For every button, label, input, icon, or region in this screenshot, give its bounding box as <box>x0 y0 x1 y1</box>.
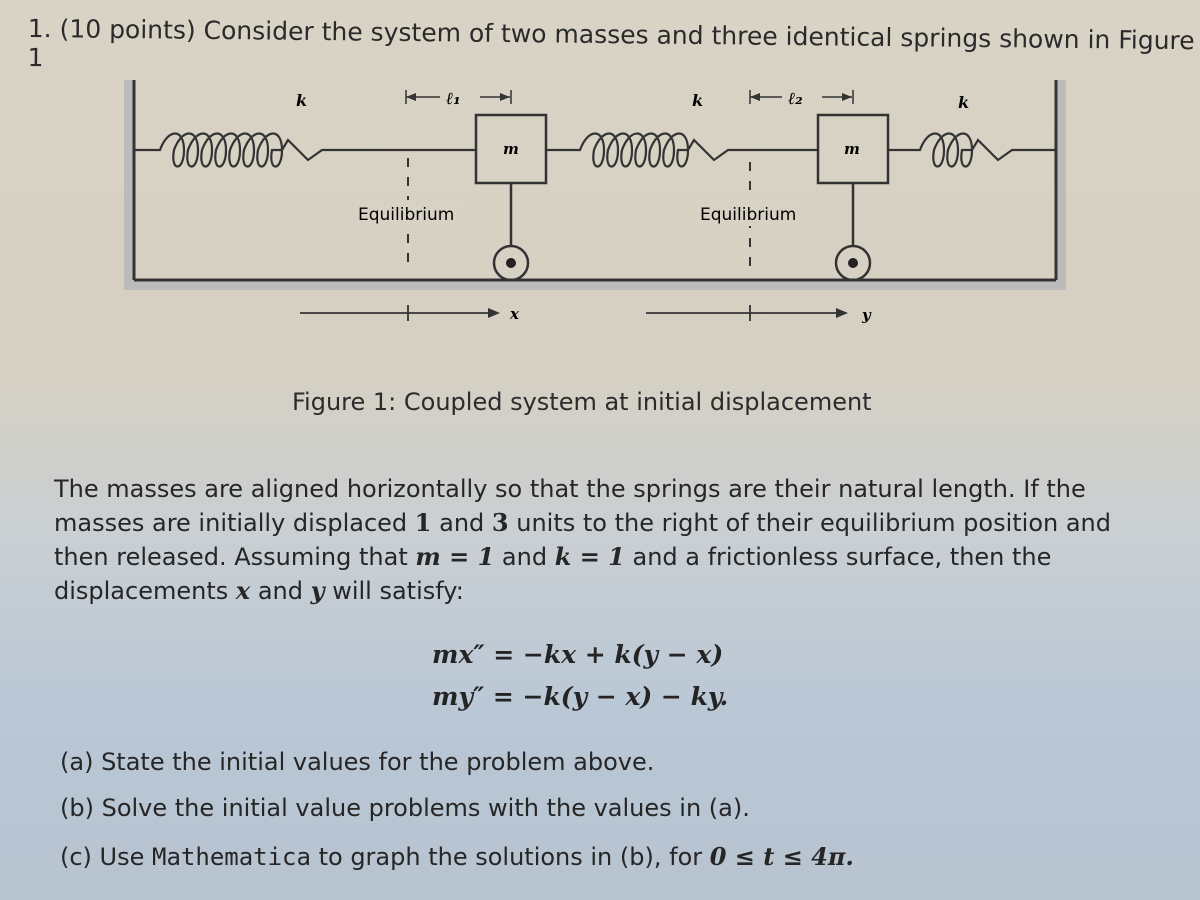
para-text: and a frictionless surface, then the displacements <box>54 543 1052 605</box>
value-one: 1 <box>414 508 432 537</box>
spring-left <box>134 134 476 167</box>
coupled-spring-figure <box>110 70 1080 350</box>
y-axis <box>646 305 872 324</box>
ell1-dimension <box>406 89 511 109</box>
ell1-label: ℓ₁ <box>446 89 461 109</box>
var-y: y <box>310 576 325 605</box>
para-text: and <box>250 577 311 605</box>
para-text: and <box>431 509 492 537</box>
para-text: units to the right of their equilibrium position and then released. Assuming that <box>54 509 1111 571</box>
equilibrium-label-left: Equilibrium <box>358 205 455 225</box>
x-axis-label: x <box>510 305 519 323</box>
part-c-text: to graph the solutions in (b), for <box>310 843 710 871</box>
ell2-label: ℓ₂ <box>788 89 803 109</box>
equation-2: my″ = −k(y − x) − ky. <box>432 682 729 711</box>
mass-right-label: m <box>844 140 860 158</box>
equation-system <box>432 640 728 724</box>
para-text: The masses are aligned horizontally so that the springs are their natural length. If the masses are initially displaced <box>54 475 1086 537</box>
var-x: x <box>235 576 251 605</box>
value-three: 3 <box>491 508 509 537</box>
figure-caption: Figure 1: Coupled system at initial displacement <box>292 388 872 416</box>
problem-paragraph <box>54 472 1154 608</box>
part-b: (b) Solve the initial value problems with the values in (a). <box>60 794 750 822</box>
para-text: will satisfy: <box>324 577 464 605</box>
para-text: and <box>494 543 555 571</box>
spring-middle-k: k <box>692 91 704 110</box>
y-axis-label: y <box>862 306 871 324</box>
floor <box>124 280 1066 290</box>
left-wall <box>124 80 134 280</box>
spring-left-k: k <box>296 91 308 110</box>
mass-left-label: m <box>503 140 519 158</box>
spring-right <box>888 134 1056 167</box>
spring-middle <box>546 134 818 167</box>
spring-right-k: k <box>958 93 970 112</box>
part-c-text: (c) Use <box>60 843 153 871</box>
ell2-dimension <box>750 89 853 109</box>
equation-1: mx″ = −kx + k(y − x) <box>432 640 724 669</box>
x-axis <box>300 305 520 323</box>
mathematica-name: Mathematica <box>152 843 311 871</box>
time-range: 0 ≤ t ≤ 4π. <box>709 842 854 871</box>
part-c <box>60 842 854 871</box>
right-wall <box>1056 80 1066 280</box>
m-equals: m = 1 <box>415 542 495 571</box>
part-a: (a) State the initial values for the problem above. <box>60 748 655 776</box>
question-heading: 1. (10 points) Consider the system of two masses and three identical springs shown in Figure 1 <box>27 14 1195 73</box>
equilibrium-label-right: Equilibrium <box>700 205 797 225</box>
k-equals: k = 1 <box>554 542 625 571</box>
